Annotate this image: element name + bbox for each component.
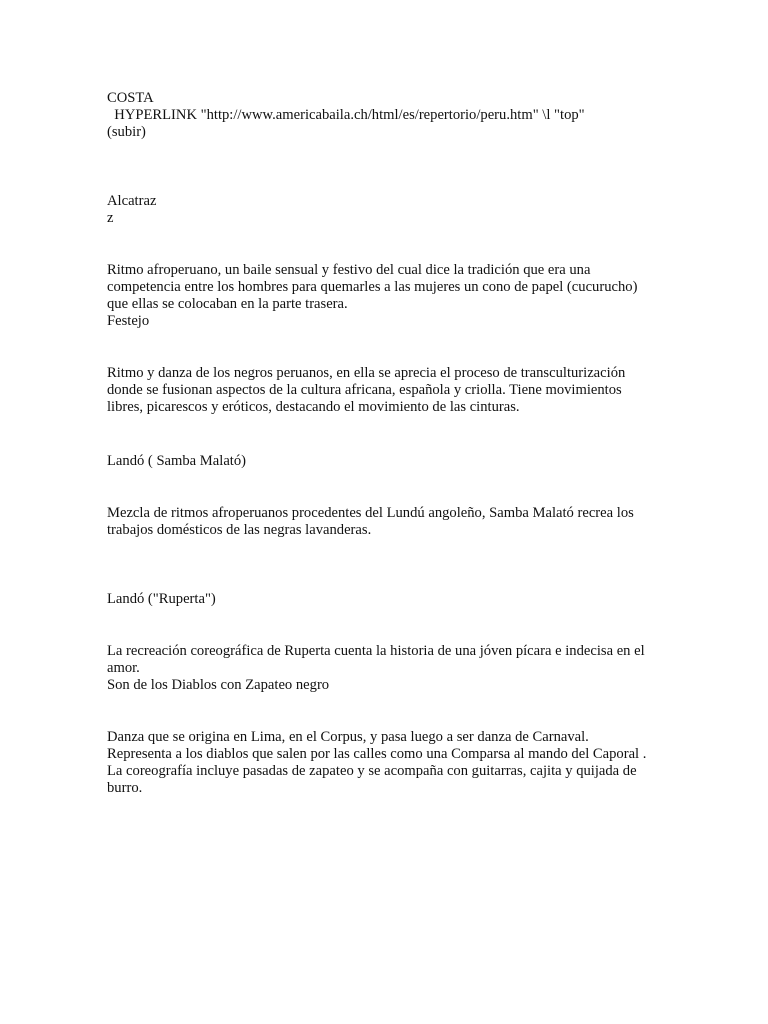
dance-description-lando-samba-malato — [107, 505, 667, 539]
document-header — [107, 90, 667, 141]
description-line: La recreación coreográfica de Ruperta cuenta la historia de una jóven pícara e indecisa en el — [107, 643, 645, 659]
dance-title-lando-ruperta — [107, 591, 667, 608]
description-line: Mezcla de ritmos afroperuanos procedentes del Lundú angoleño, Samba Malató recrea los — [107, 505, 634, 521]
dance-description-lando-ruperta — [107, 643, 667, 694]
dance-title-lando-samba-malato — [107, 453, 667, 470]
title-line: z — [107, 210, 114, 226]
description-line: burro. — [107, 780, 143, 796]
description-line: Ritmo y danza de los negros peruanos, en ella se aprecia el proceso de transculturización — [107, 365, 626, 381]
description-line: competencia entre los hombres para quemarles a las mujeres un cono de papel (cucurucho) — [107, 279, 638, 295]
title-line: Landó ( Samba Malató) — [107, 453, 247, 469]
dance-description-son-de-los-diablos — [107, 729, 667, 797]
hyperlink-field[interactable]: HYPERLINK "http://www.americabaila.ch/html/es/repertorio/peru.htm" \l "top" — [107, 107, 585, 123]
section-heading: COSTA — [107, 90, 154, 106]
description-line: donde se fusionan aspectos de la cultura africana, española y criolla. Tiene movimientos — [107, 382, 622, 398]
description-line: trabajos domésticos de las negras lavanderas. — [107, 522, 372, 538]
dance-title-alcatraz — [107, 193, 667, 227]
description-line: La coreografía incluye pasadas de zapateo y se acompaña con guitarras, cajita y quijada de — [107, 763, 637, 779]
description-line: Representa a los diablos que salen por las calles como una Comparsa al mando del Caporal . — [107, 746, 647, 762]
description-line: amor. — [107, 660, 140, 676]
description-line: Ritmo afroperuano, un baile sensual y festivo del cual dice la tradición que era una — [107, 262, 591, 278]
dance-description-festejo — [107, 365, 667, 416]
description-line: que ellas se colocaban en la parte trasera. — [107, 296, 348, 312]
title-line: Landó ("Ruperta") — [107, 591, 216, 607]
subir-link[interactable]: (subir) — [107, 124, 146, 140]
dance-title-festejo: Festejo — [107, 313, 150, 329]
description-line: libres, picarescos y eróticos, destacando el movimiento de las cinturas. — [107, 399, 520, 415]
title-line: Alcatraz — [107, 193, 157, 209]
dance-description-alcatraz — [107, 262, 667, 330]
dance-title-son-de-los-diablos: Son de los Diablos con Zapateo negro — [107, 677, 330, 693]
description-line: Danza que se origina en Lima, en el Corpus, y pasa luego a ser danza de Carnaval. — [107, 729, 589, 745]
